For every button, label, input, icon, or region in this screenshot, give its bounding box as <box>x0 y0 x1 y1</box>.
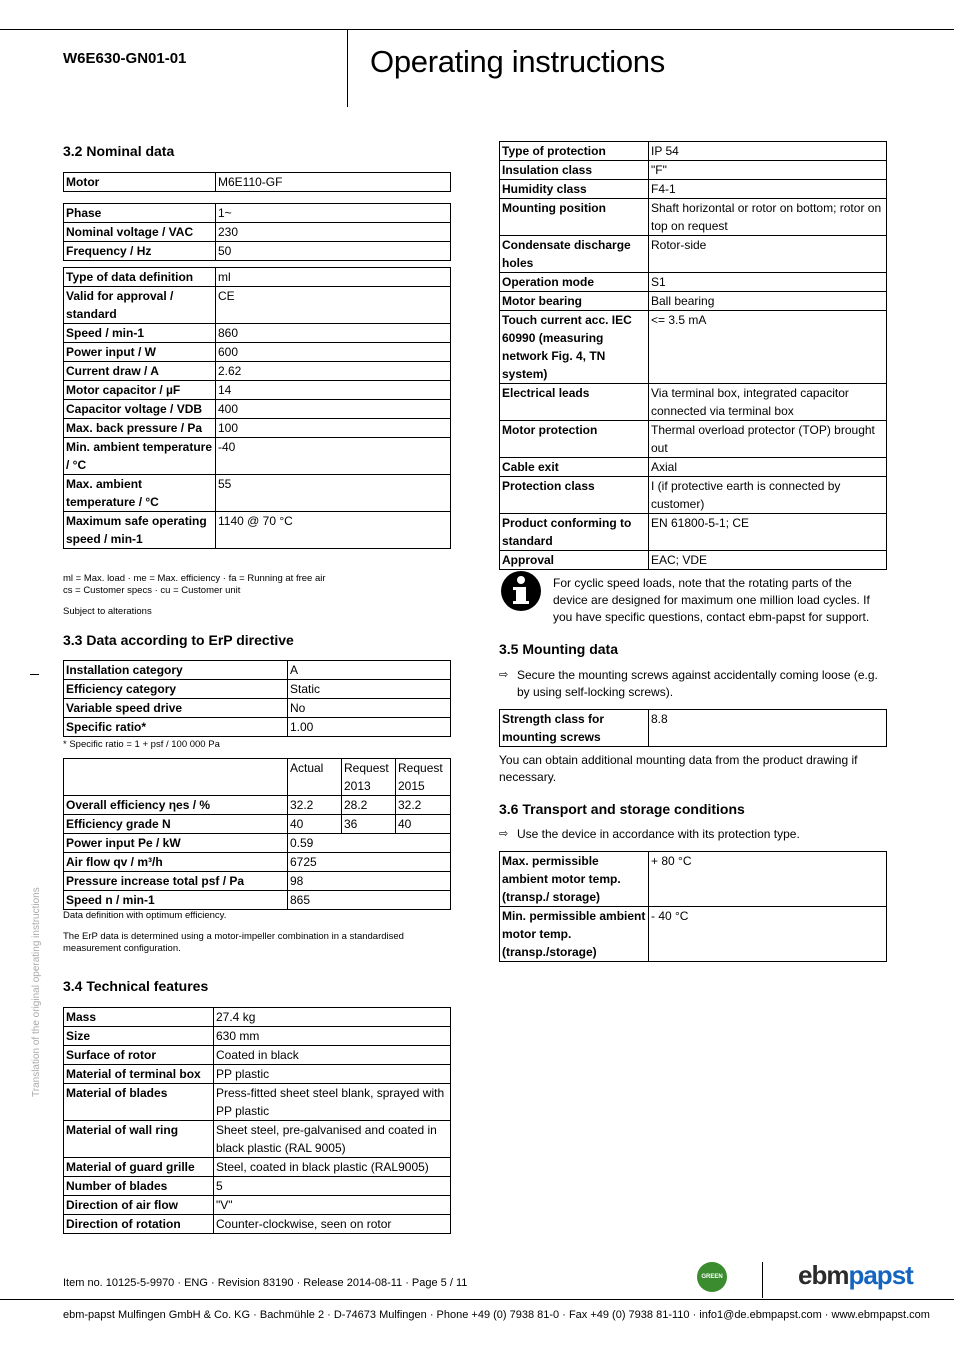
row-value: Rotor-side <box>649 236 887 273</box>
row-label: Frequency / Hz <box>64 242 216 261</box>
header-top-rule <box>0 29 954 30</box>
row-value: 1~ <box>216 204 451 223</box>
table-row <box>500 180 887 199</box>
footer-company: ebm-papst Mulfingen GmbH & Co. KG · Bachmühle 2 · D-74673 Mulfingen · Phone +49 (0) 7938 81-0 · Fax +49 (0) 7938 81-110 · info1@de.ebmpapst.com · www.ebmpapst.com <box>63 1309 930 1321</box>
row-label: Protection class <box>500 477 649 514</box>
row-value: Press-fitted sheet steel blank, sprayed with PP plastic <box>214 1084 451 1121</box>
row-label: Electrical leads <box>500 384 649 421</box>
table-row <box>64 872 451 891</box>
row-value: ml <box>216 268 451 287</box>
row-value: 1140 @ 70 °C <box>216 512 451 549</box>
row-value: - 40 °C <box>649 907 887 962</box>
table-row <box>64 1158 451 1177</box>
row-value: 32.2 <box>396 796 451 815</box>
table-row <box>500 514 887 551</box>
row-label: Installation category <box>64 661 288 680</box>
row-value: 100 <box>216 419 451 438</box>
table-row <box>64 1215 451 1234</box>
table-row <box>64 1177 451 1196</box>
tech-table-right <box>499 141 887 570</box>
row-label: Speed / min-1 <box>64 324 216 343</box>
footer-divider <box>762 1262 763 1298</box>
transport-table <box>499 851 887 962</box>
row-label: Direction of air flow <box>64 1196 214 1215</box>
row-label: Current draw / A <box>64 362 216 381</box>
row-label: Max. permissible ambient motor temp. (transp./ storage) <box>500 852 649 907</box>
margin-mark <box>30 674 39 675</box>
page-title: Operating instructions <box>370 44 665 79</box>
table-row <box>64 242 451 261</box>
table-row <box>64 815 451 834</box>
row-value: Via terminal box, integrated capacitor connected via terminal box <box>649 384 887 421</box>
row-value: 1.00 <box>288 718 451 737</box>
table-row <box>64 223 451 242</box>
col-request-2013: Request 2013 <box>342 759 396 796</box>
table-row <box>500 199 887 236</box>
footer-item-info: Item no. 10125-5-9970 · ENG · Revision 83190 · Release 2014-08-11 · Page 5 / 11 <box>63 1277 468 1289</box>
row-value: 600 <box>216 343 451 362</box>
row-label: Surface of rotor <box>64 1046 214 1065</box>
row-value: Axial <box>649 458 887 477</box>
row-value: "F" <box>649 161 887 180</box>
row-value: Steel, coated in black plastic (RAL9005) <box>214 1158 451 1177</box>
row-value: 230 <box>216 223 451 242</box>
table-row <box>500 292 887 311</box>
footer-rule <box>0 1299 954 1300</box>
row-label: Variable speed drive <box>64 699 288 718</box>
table-row <box>500 551 887 570</box>
section-heading-mounting: 3.5 Mounting data <box>499 641 618 657</box>
row-label: Type of protection <box>500 142 649 161</box>
row-value: No <box>288 699 451 718</box>
row-value: 28.2 <box>342 796 396 815</box>
specific-ratio-note: * Specific ratio = 1 + psf / 100 000 Pa <box>63 739 220 750</box>
table-row <box>64 400 451 419</box>
table-row <box>64 475 451 512</box>
table-row <box>500 477 887 514</box>
row-value: 6725 <box>288 853 451 872</box>
row-value: 40 <box>396 815 451 834</box>
table-row <box>64 796 451 815</box>
row-value: <= 3.5 mA <box>649 311 887 384</box>
tech-table-left <box>63 1007 451 1234</box>
row-label: Motor protection <box>500 421 649 458</box>
row-value: EAC; VDE <box>649 551 887 570</box>
table-row <box>64 699 451 718</box>
table-row <box>64 891 451 910</box>
model-number: W6E630-GN01-01 <box>63 50 187 67</box>
row-value: 32.2 <box>288 796 342 815</box>
row-value: CE <box>216 287 451 324</box>
row-value: 865 <box>288 891 451 910</box>
table-row <box>64 834 451 853</box>
row-value: "V" <box>214 1196 451 1215</box>
row-label: Material of terminal box <box>64 1065 214 1084</box>
nominal-note-3: Subject to alterations <box>63 606 152 617</box>
row-value: EN 61800-5-1; CE <box>649 514 887 551</box>
row-value: S1 <box>649 273 887 292</box>
row-label: Motor <box>64 173 216 192</box>
section-heading-nominal: 3.2 Nominal data <box>63 143 175 159</box>
side-text: Translation of the original operating instructions <box>31 887 42 1097</box>
table-row <box>64 718 451 737</box>
section-heading-erp: 3.3 Data according to ErP directive <box>63 632 294 648</box>
row-label: Efficiency grade N <box>64 815 288 834</box>
row-value: 50 <box>216 242 451 261</box>
row-label: Strength class for mounting screws <box>500 710 649 747</box>
row-label: Type of data definition <box>64 268 216 287</box>
row-label: Power input Pe / kW <box>64 834 288 853</box>
row-label: Efficiency category <box>64 680 288 699</box>
row-value: Coated in black <box>214 1046 451 1065</box>
info-text: For cyclic speed loads, note that the rotating parts of the device are designed for maximum one million load cycles. If you have specific questions, contact ebm-papst for support. <box>553 576 870 624</box>
row-label: Size <box>64 1027 214 1046</box>
row-label: Material of blades <box>64 1084 214 1121</box>
table-row <box>64 680 451 699</box>
row-label: Insulation class <box>500 161 649 180</box>
row-label: Min. ambient temperature / °C <box>64 438 216 475</box>
mounting-para: You can obtain additional mounting data from the product drawing if necessary. <box>499 753 858 784</box>
row-value: 14 <box>216 381 451 400</box>
table-row <box>64 1027 451 1046</box>
row-value: Sheet steel, pre-galvanised and coated in black plastic (RAL 9005) <box>214 1121 451 1158</box>
table-row <box>64 512 451 549</box>
arrow-icon: ⇨ <box>499 669 509 681</box>
row-label: Power input / W <box>64 343 216 362</box>
row-label: Pressure increase total psf / Pa <box>64 872 288 891</box>
row-label: Air flow qv / m³/h <box>64 853 288 872</box>
row-value: Ball bearing <box>649 292 887 311</box>
row-label: Max. back pressure / Pa <box>64 419 216 438</box>
row-label: Overall efficiency ηes / % <box>64 796 288 815</box>
mounting-bullet: ⇨ Secure the mounting screws against accidentally coming loose (e.g. by using self-locking screws). <box>499 668 878 699</box>
row-value: 98 <box>288 872 451 891</box>
erp-note-1: Data definition with optimum efficiency. <box>63 910 227 921</box>
table-row <box>64 268 451 287</box>
table-row <box>64 853 451 872</box>
row-label: Specific ratio* <box>64 718 288 737</box>
table-row <box>500 710 887 747</box>
table-row <box>500 236 887 273</box>
row-value: 27.4 kg <box>214 1008 451 1027</box>
row-value: 630 mm <box>214 1027 451 1046</box>
motor-table <box>63 172 451 192</box>
table-row <box>64 362 451 381</box>
row-label: Min. permissible ambient motor temp. (transp./storage) <box>500 907 649 962</box>
row-label: Operation mode <box>500 273 649 292</box>
row-value: M6E110-GF <box>216 173 451 192</box>
table-row <box>64 287 451 324</box>
row-label: Motor bearing <box>500 292 649 311</box>
row-label: Max. ambient temperature / °C <box>64 475 216 512</box>
row-value: 860 <box>216 324 451 343</box>
row-value: Static <box>288 680 451 699</box>
col-request-2015: Request 2015 <box>396 759 451 796</box>
table-row <box>64 343 451 362</box>
table-row <box>64 324 451 343</box>
row-label: Product conforming to standard <box>500 514 649 551</box>
row-value: PP plastic <box>214 1065 451 1084</box>
row-value: 36 <box>342 815 396 834</box>
greentech-logo: GREEN TECH <box>697 1262 727 1292</box>
row-label: Phase <box>64 204 216 223</box>
mounting-table <box>499 709 887 747</box>
row-value: IP 54 <box>649 142 887 161</box>
row-value: F4-1 <box>649 180 887 199</box>
nominal-note-1: ml = Max. load · me = Max. efficiency · fa = Running at free air <box>63 573 326 584</box>
row-label: Touch current acc. IEC 60990 (measuring network Fig. 4, TN system) <box>500 311 649 384</box>
row-label: Direction of rotation <box>64 1215 214 1234</box>
table-row <box>64 438 451 475</box>
row-value: 8.8 <box>649 710 887 747</box>
row-value: 5 <box>214 1177 451 1196</box>
col-actual: Actual <box>288 759 342 796</box>
ebmpapst-logo: ebmpapst <box>798 1260 913 1290</box>
table-row <box>64 1008 451 1027</box>
info-icon <box>500 570 542 612</box>
row-label: Approval <box>500 551 649 570</box>
row-value: 2.62 <box>216 362 451 381</box>
table-row <box>64 381 451 400</box>
erp-note-2: The ErP data is determined using a motor-impeller combination in a standardised measurement configuration. <box>63 931 404 954</box>
row-label: Valid for approval / standard <box>64 287 216 324</box>
table-row <box>64 1121 451 1158</box>
table-row <box>500 311 887 384</box>
header-divider <box>347 29 348 107</box>
row-label: Speed n / min-1 <box>64 891 288 910</box>
table-row <box>64 1196 451 1215</box>
table-row <box>64 1046 451 1065</box>
table-row <box>500 142 887 161</box>
row-value: Thermal overload protector (TOP) brought out <box>649 421 887 458</box>
row-value: 55 <box>216 475 451 512</box>
row-label: Humidity class <box>500 180 649 199</box>
table-row <box>64 419 451 438</box>
erp-efficiency-table <box>63 758 451 910</box>
erp-table <box>63 660 451 737</box>
row-label: Maximum safe operating speed / min-1 <box>64 512 216 549</box>
arrow-icon: ⇨ <box>499 828 509 840</box>
row-value: 40 <box>288 815 342 834</box>
row-value: 0.59 <box>288 834 451 853</box>
supply-table <box>63 203 451 261</box>
transport-bullet: ⇨ Use the device in accordance with its protection type. <box>499 827 800 841</box>
table-row <box>64 204 451 223</box>
table-row <box>64 1065 451 1084</box>
row-value: + 80 °C <box>649 852 887 907</box>
table-row <box>64 661 451 680</box>
row-value: A <box>288 661 451 680</box>
row-label: Number of blades <box>64 1177 214 1196</box>
row-label: Nominal voltage / VAC <box>64 223 216 242</box>
row-value: Counter-clockwise, seen on rotor <box>214 1215 451 1234</box>
table-row <box>500 273 887 292</box>
nominal-note-2: cs = Customer specs · cu = Customer unit <box>63 585 241 596</box>
table-row <box>500 907 887 962</box>
table-row <box>500 458 887 477</box>
row-label: Material of wall ring <box>64 1121 214 1158</box>
section-heading-transport: 3.6 Transport and storage conditions <box>499 801 745 817</box>
table-row <box>500 161 887 180</box>
row-label: Motor capacitor / µF <box>64 381 216 400</box>
row-label: Material of guard grille <box>64 1158 214 1177</box>
table-row <box>500 421 887 458</box>
table-row <box>500 852 887 907</box>
row-label: Cable exit <box>500 458 649 477</box>
nominal-data-table <box>63 267 451 549</box>
section-heading-tech: 3.4 Technical features <box>63 978 209 994</box>
table-row <box>500 384 887 421</box>
table-row <box>64 1084 451 1121</box>
row-label: Mounting position <box>500 199 649 236</box>
row-value: -40 <box>216 438 451 475</box>
table-row <box>64 173 451 192</box>
row-label: Mass <box>64 1008 214 1027</box>
row-value: 400 <box>216 400 451 419</box>
row-value: Shaft horizontal or rotor on bottom; rotor on top on request <box>649 199 887 236</box>
row-value: I (if protective earth is connected by customer) <box>649 477 887 514</box>
row-label: Condensate discharge holes <box>500 236 649 273</box>
row-label: Capacitor voltage / VDB <box>64 400 216 419</box>
